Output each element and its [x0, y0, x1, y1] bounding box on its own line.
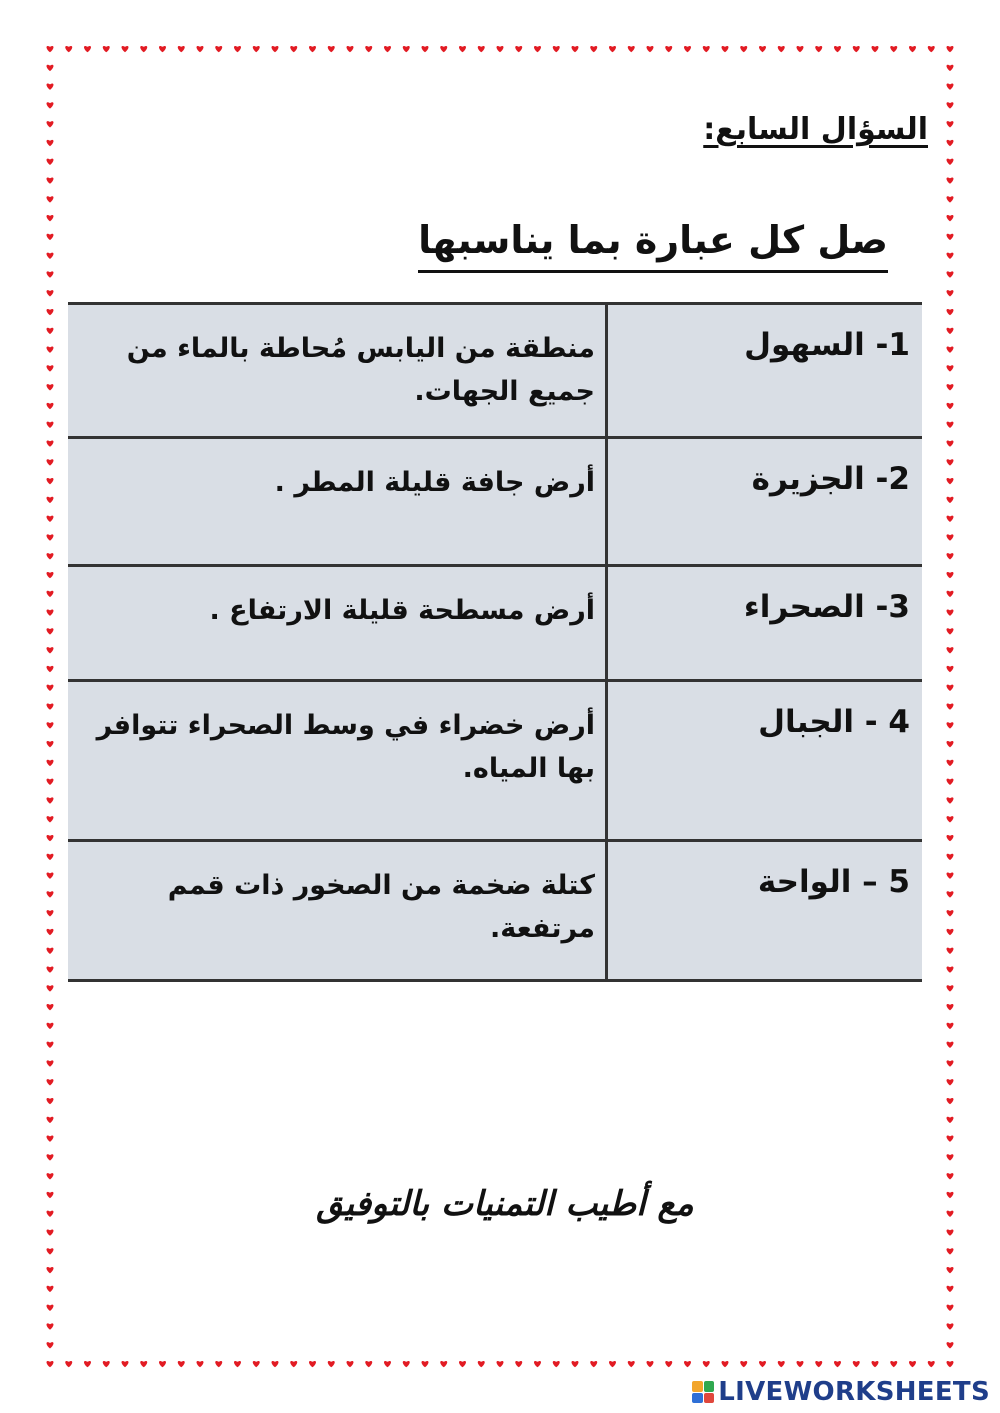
heart-icon — [946, 835, 953, 841]
heart-icon — [646, 1361, 653, 1367]
heart-icon — [571, 46, 578, 52]
heart-icon — [459, 1361, 466, 1367]
table-row — [68, 304, 922, 438]
heart-icon — [571, 1361, 578, 1367]
heart-icon — [590, 1361, 597, 1367]
heart-icon — [590, 46, 597, 52]
heart-icon — [946, 1192, 953, 1198]
heart-icon — [871, 1361, 878, 1367]
heart-icon — [946, 816, 953, 822]
heart-icon — [328, 1361, 335, 1367]
heart-icon — [46, 290, 53, 296]
heart-icon — [946, 647, 953, 653]
heart-icon — [46, 328, 53, 334]
heart-icon — [946, 84, 953, 90]
heart-icon — [46, 1342, 53, 1348]
heart-icon — [46, 534, 53, 540]
heart-icon — [365, 1361, 372, 1367]
heart-icon — [440, 1361, 447, 1367]
heart-icon — [946, 985, 953, 991]
heart-icon — [778, 1361, 785, 1367]
heart-icon — [46, 403, 53, 409]
heart-icon — [778, 46, 785, 52]
heart-icon — [946, 140, 953, 146]
heart-icon — [946, 722, 953, 728]
heart-icon — [103, 1361, 110, 1367]
heart-icon — [46, 1192, 53, 1198]
heart-icon — [234, 46, 241, 52]
heart-icon — [890, 46, 897, 52]
definition-cell[interactable]: كتلة ضخمة من الصخور ذات قمم مرتفعة. — [68, 841, 607, 981]
heart-icon — [46, 891, 53, 897]
heart-icon — [946, 347, 953, 353]
heart-icon — [290, 46, 297, 52]
definition-cell[interactable]: منطقة من اليابس مُحاطة بالماء من جميع الجهات. — [68, 304, 607, 438]
heart-icon — [946, 1079, 953, 1085]
term-cell[interactable]: 2- الجزيرة — [607, 438, 923, 566]
heart-icon — [946, 966, 953, 972]
definition-cell[interactable]: أرض جافة قليلة المطر . — [68, 438, 607, 566]
heart-icon — [834, 46, 841, 52]
heart-icon — [46, 591, 53, 597]
heart-icon — [346, 46, 353, 52]
heart-icon — [946, 497, 953, 503]
heart-icon — [946, 46, 953, 52]
heart-icon — [140, 46, 147, 52]
heart-icon — [665, 1361, 672, 1367]
heart-icon — [46, 234, 53, 240]
heart-icon — [46, 1286, 53, 1292]
heart-icon — [46, 760, 53, 766]
heart-icon — [140, 1361, 147, 1367]
heart-icon — [290, 1361, 297, 1367]
heart-icon — [946, 177, 953, 183]
heart-icon — [46, 985, 53, 991]
heart-icon — [46, 910, 53, 916]
heart-icon — [46, 1004, 53, 1010]
heart-icon — [946, 159, 953, 165]
heart-icon — [946, 1060, 953, 1066]
heart-icon — [946, 1042, 953, 1048]
heart-icon — [515, 46, 522, 52]
heart-icon — [815, 46, 822, 52]
heart-icon — [46, 722, 53, 728]
heart-icon — [346, 1361, 353, 1367]
heart-icon — [46, 628, 53, 634]
heart-icon — [946, 591, 953, 597]
heart-icon — [684, 46, 691, 52]
heart-icon — [946, 516, 953, 522]
heart-icon — [946, 873, 953, 879]
heart-icon — [196, 1361, 203, 1367]
heart-icon — [946, 1229, 953, 1235]
heart-icon — [46, 422, 53, 428]
heart-icon — [328, 46, 335, 52]
heart-icon — [46, 1117, 53, 1123]
heart-icon — [271, 1361, 278, 1367]
heart-icon — [178, 46, 185, 52]
heart-icon — [946, 65, 953, 71]
heart-icon — [46, 816, 53, 822]
watermark-text: LIVEWORKSHEETS — [718, 1377, 990, 1407]
heart-icon — [46, 46, 53, 52]
heart-icon — [534, 46, 541, 52]
table-row — [68, 681, 922, 841]
heart-icon — [796, 1361, 803, 1367]
heart-icon — [928, 1361, 935, 1367]
heart-icon — [946, 196, 953, 202]
term-cell[interactable]: 4 - الجبال — [607, 681, 923, 841]
heart-icon — [946, 741, 953, 747]
heart-icon — [46, 1173, 53, 1179]
heart-icon — [946, 403, 953, 409]
heart-icon — [946, 459, 953, 465]
heart-icon — [46, 497, 53, 503]
heart-icon — [946, 1286, 953, 1292]
heart-icon — [946, 628, 953, 634]
heart-icon — [553, 1361, 560, 1367]
watermark[interactable] — [692, 1377, 990, 1407]
heart-icon — [46, 1042, 53, 1048]
heart-icon — [159, 46, 166, 52]
heart-icon — [46, 797, 53, 803]
heart-icon — [46, 835, 53, 841]
heart-icon — [721, 1361, 728, 1367]
heart-icon — [65, 1361, 72, 1367]
heart-icon — [46, 159, 53, 165]
heart-icon — [740, 1361, 747, 1367]
heart-icon — [665, 46, 672, 52]
matching-table — [68, 302, 922, 982]
heart-icon — [46, 1323, 53, 1329]
heart-icon — [946, 534, 953, 540]
heart-icon — [946, 1323, 953, 1329]
heart-icon — [46, 647, 53, 653]
heart-icon — [684, 1361, 691, 1367]
heart-icon — [478, 1361, 485, 1367]
heart-icon — [703, 46, 710, 52]
heart-icon — [946, 1361, 953, 1367]
heart-icon — [178, 1361, 185, 1367]
heart-icon — [384, 1361, 391, 1367]
heart-icon — [46, 365, 53, 371]
heart-icon — [46, 1229, 53, 1235]
heart-icon — [46, 666, 53, 672]
heart-icon — [421, 1361, 428, 1367]
heart-icon — [46, 948, 53, 954]
heart-icon — [796, 46, 803, 52]
heart-icon — [946, 1248, 953, 1254]
heart-icon — [46, 741, 53, 747]
heart-icon — [46, 309, 53, 315]
heart-icon — [403, 1361, 410, 1367]
heart-icon — [946, 1117, 953, 1123]
heart-icon — [946, 365, 953, 371]
heart-icon — [103, 46, 110, 52]
heart-icon — [159, 1361, 166, 1367]
heart-icon — [46, 478, 53, 484]
heart-icon — [946, 215, 953, 221]
closing-wishes: مع أطيب التمنيات بالتوفيق — [316, 1184, 694, 1224]
heart-icon — [928, 46, 935, 52]
heart-icon — [46, 966, 53, 972]
heart-icon — [46, 65, 53, 71]
heart-icon — [46, 84, 53, 90]
heart-icon — [46, 1060, 53, 1066]
heart-icon — [759, 1361, 766, 1367]
heart-icon — [909, 46, 916, 52]
heart-icon — [946, 929, 953, 935]
heart-icon — [46, 177, 53, 183]
heart-icon — [46, 516, 53, 522]
heart-icon — [946, 779, 953, 785]
heart-icon — [84, 46, 91, 52]
heart-icon — [703, 1361, 710, 1367]
heart-icon — [946, 1305, 953, 1311]
heart-icon — [946, 121, 953, 127]
heart-icon — [946, 440, 953, 446]
heart-icon — [946, 290, 953, 296]
heart-icon — [946, 234, 953, 240]
heart-icon — [215, 1361, 222, 1367]
heart-icon — [46, 1248, 53, 1254]
heart-icon — [946, 253, 953, 259]
heart-icon — [478, 46, 485, 52]
heart-icon — [46, 140, 53, 146]
heart-icon — [46, 1267, 53, 1273]
heart-icon — [871, 46, 878, 52]
heart-icon — [534, 1361, 541, 1367]
heart-icon — [609, 46, 616, 52]
heart-icon — [946, 1154, 953, 1160]
heart-icon — [46, 1305, 53, 1311]
term-cell[interactable]: 1- السهول — [607, 304, 923, 438]
heart-icon — [496, 1361, 503, 1367]
heart-icon — [496, 46, 503, 52]
heart-icon — [46, 572, 53, 578]
heart-icon — [815, 1361, 822, 1367]
heart-icon — [46, 1361, 53, 1367]
heart-icon — [121, 1361, 128, 1367]
heart-icon — [946, 703, 953, 709]
heart-icon — [46, 271, 53, 277]
heart-icon — [946, 666, 953, 672]
heart-icon — [946, 309, 953, 315]
term-cell[interactable]: 3- الصحراء — [607, 566, 923, 681]
table-row — [68, 841, 922, 981]
heart-icon — [628, 1361, 635, 1367]
heart-icon — [234, 1361, 241, 1367]
question-title: السؤال السابع: — [703, 112, 928, 147]
heart-icon — [384, 46, 391, 52]
heart-icon — [946, 610, 953, 616]
definition-cell[interactable]: أرض مسطحة قليلة الارتفاع . — [68, 566, 607, 681]
heart-icon — [909, 1361, 916, 1367]
heart-icon — [459, 46, 466, 52]
heart-icon — [253, 46, 260, 52]
heart-icon — [46, 196, 53, 202]
heart-icon — [946, 910, 953, 916]
heart-icon — [946, 797, 953, 803]
heart-icon — [46, 779, 53, 785]
heart-icon — [946, 422, 953, 428]
heart-icon — [853, 46, 860, 52]
heart-icon — [46, 1079, 53, 1085]
heart-icon — [46, 685, 53, 691]
heart-icon — [946, 572, 953, 578]
heart-icon — [365, 46, 372, 52]
heart-icon — [253, 1361, 260, 1367]
heart-icon — [946, 553, 953, 559]
heart-icon — [46, 459, 53, 465]
heart-icon — [609, 1361, 616, 1367]
heart-icon — [46, 1023, 53, 1029]
heart-icon — [421, 46, 428, 52]
heart-icon — [46, 1154, 53, 1160]
heart-icon — [196, 46, 203, 52]
heart-icon — [946, 271, 953, 277]
heart-icon — [46, 929, 53, 935]
heart-icon — [46, 215, 53, 221]
instruction-heading: صل كل عبارة بما يناسبها — [418, 218, 888, 273]
heart-icon — [46, 1098, 53, 1104]
heart-icon — [946, 478, 953, 484]
heart-icon — [309, 1361, 316, 1367]
heart-icon — [946, 891, 953, 897]
heart-icon — [553, 46, 560, 52]
heart-icon — [946, 948, 953, 954]
heart-icon — [946, 1173, 953, 1179]
heart-icon — [946, 1267, 953, 1273]
heart-icon — [46, 1211, 53, 1217]
heart-icon — [946, 854, 953, 860]
table-row — [68, 438, 922, 566]
table-row — [68, 566, 922, 681]
heart-icon — [121, 46, 128, 52]
heart-icon — [946, 1023, 953, 1029]
heart-icon — [628, 46, 635, 52]
heart-icon — [946, 685, 953, 691]
heart-icon — [946, 102, 953, 108]
heart-icon — [946, 1211, 953, 1217]
heart-icon — [46, 854, 53, 860]
heart-icon — [440, 46, 447, 52]
heart-icon — [65, 46, 72, 52]
liveworksheets-logo-icon — [692, 1381, 714, 1403]
heart-icon — [946, 1136, 953, 1142]
heart-icon — [721, 46, 728, 52]
heart-icon — [740, 46, 747, 52]
term-cell[interactable]: 5 – الواحة — [607, 841, 923, 981]
heart-icon — [853, 1361, 860, 1367]
heart-icon — [46, 873, 53, 879]
heart-icon — [403, 46, 410, 52]
heart-icon — [215, 46, 222, 52]
heart-icon — [46, 121, 53, 127]
heart-icon — [46, 1136, 53, 1142]
heart-icon — [84, 1361, 91, 1367]
heart-icon — [46, 440, 53, 446]
heart-icon — [946, 1098, 953, 1104]
heart-icon — [46, 253, 53, 259]
heart-icon — [271, 46, 278, 52]
heart-icon — [646, 46, 653, 52]
heart-icon — [946, 328, 953, 334]
heart-icon — [46, 610, 53, 616]
heart-icon — [759, 46, 766, 52]
heart-icon — [46, 384, 53, 390]
definition-cell[interactable]: أرض خضراء في وسط الصحراء تتوافر بها المياه. — [68, 681, 607, 841]
heart-icon — [515, 1361, 522, 1367]
heart-icon — [946, 384, 953, 390]
heart-icon — [46, 553, 53, 559]
heart-icon — [834, 1361, 841, 1367]
heart-icon — [890, 1361, 897, 1367]
heart-icon — [309, 46, 316, 52]
heart-icon — [946, 760, 953, 766]
heart-icon — [46, 347, 53, 353]
heart-icon — [946, 1342, 953, 1348]
heart-icon — [46, 102, 53, 108]
heart-icon — [946, 1004, 953, 1010]
heart-icon — [46, 703, 53, 709]
